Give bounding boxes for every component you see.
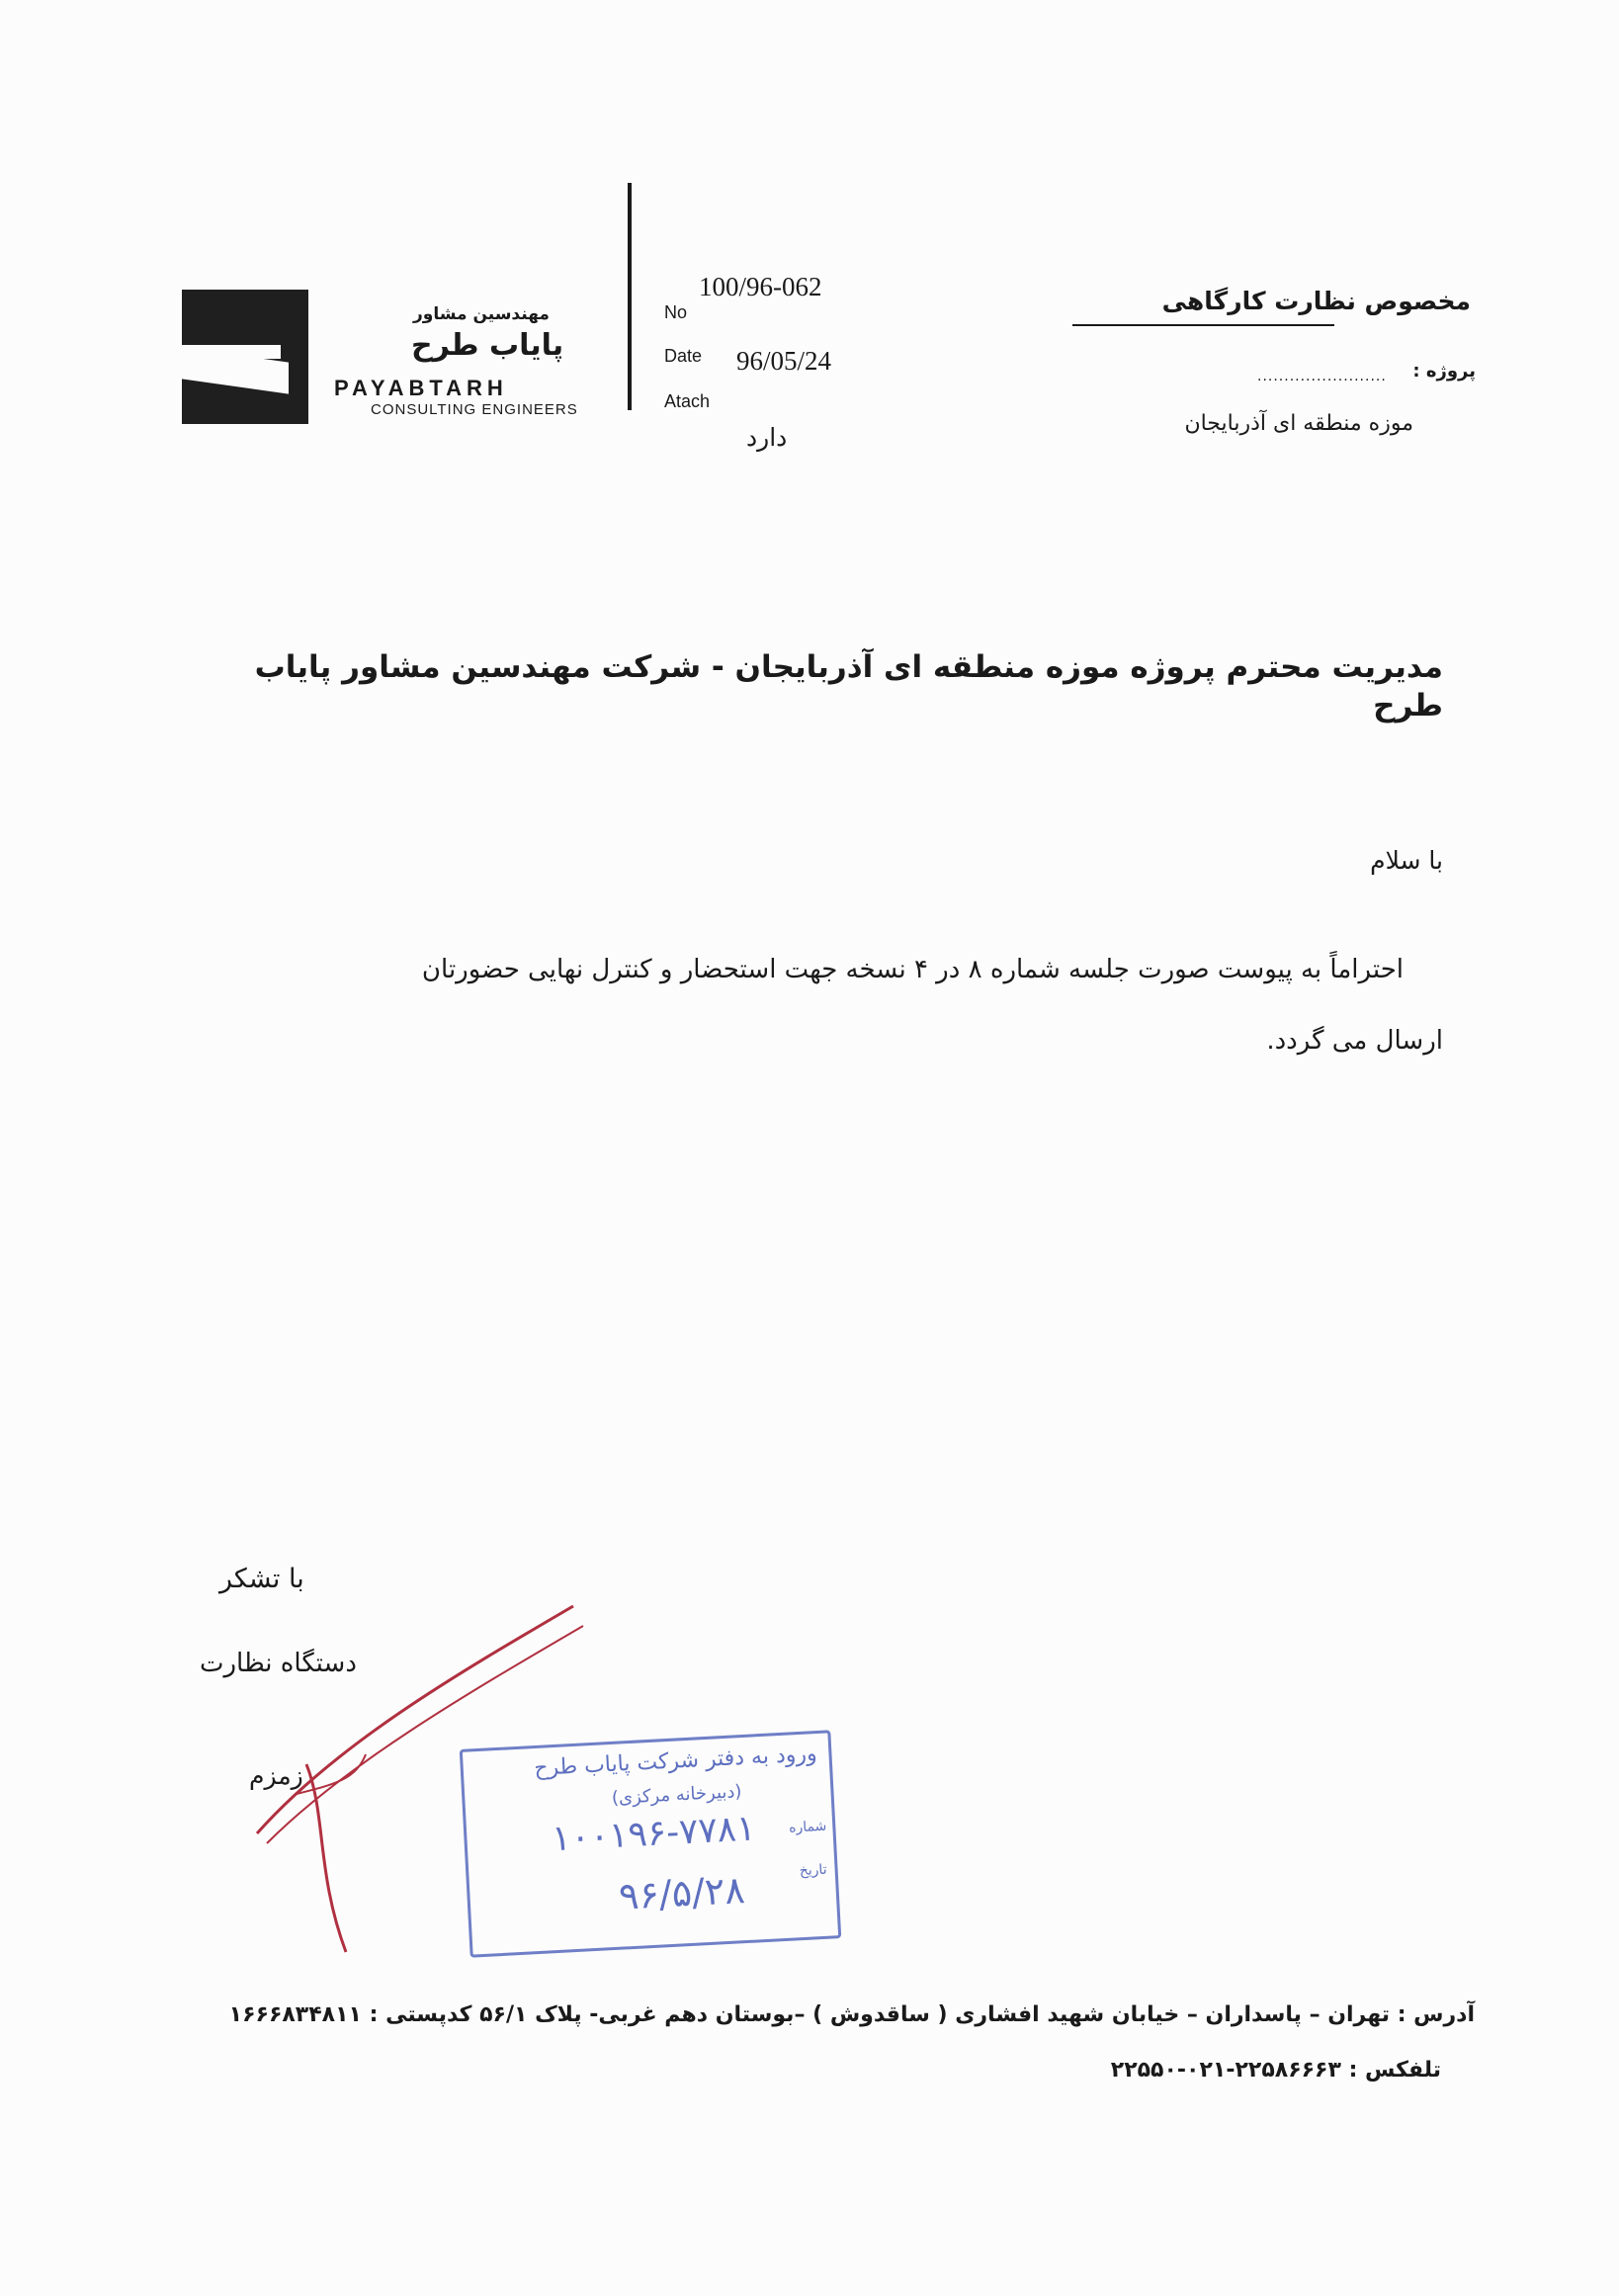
stamp-number-key: شماره — [788, 1818, 827, 1836]
body-paragraph-end: ارسال می گردد. — [1266, 1026, 1443, 1056]
body-paragraph: احتراماً به پیوست صورت جلسه شماره ۸ در ۴ نسخه جهت استحضار و کنترل نهایی حضورتان — [421, 955, 1404, 984]
stamp-number: ۱۰۰۱۹۶-۷۷۸۱ — [551, 1808, 757, 1860]
stamp-date: ۹۶/۵/۲۸ — [617, 1868, 746, 1918]
stamp-date-key: تاریخ — [799, 1861, 828, 1880]
signature-org: دستگاه نظارت — [200, 1649, 357, 1678]
number-value: 100/96-062 — [699, 272, 822, 301]
logo-subtitle-fa: مهندسین مشاور — [413, 304, 550, 324]
special-for-underline — [1072, 324, 1334, 326]
date-value: 96/05/24 — [736, 346, 832, 376]
logo-name-en: PAYABTARH — [334, 376, 508, 400]
logo-subtitle-en: CONSULTING ENGINEERS — [371, 401, 578, 418]
attachment-value: دارد — [746, 425, 788, 452]
closing-thanks: با تشکر — [219, 1564, 304, 1594]
header-divider — [628, 183, 632, 410]
project-value: موزه منطقه ای آذربایجان — [1184, 411, 1413, 436]
attachment-label: Atach — [664, 391, 711, 411]
received-stamp — [460, 1730, 842, 1957]
project-label: پروژه : — [1412, 361, 1476, 382]
stamp-line2: (دبیرخانه مرکزی) — [611, 1781, 742, 1809]
signature-name: زمزم — [249, 1761, 303, 1790]
logo-name-fa: پایاب طرح — [411, 328, 564, 363]
date-label: Date — [664, 346, 703, 366]
stamp-line1: ورود به دفتر شرکت پایاب طرح — [533, 1742, 818, 1782]
project-dots: ........................ — [1257, 369, 1387, 384]
footer-address: آدرس : تهران – پاسداران – خیابان شهید افشاری ( ساقدوش ) –بوستان دهم غربی- پلاک ۵۶/۱ کدپستی : ۱۶۶۶۸۳۴۸۱۱ — [228, 2002, 1475, 2027]
footer-telfax: تلفکس : ۲۲۵۸۶۶۶۳-۰۲۱-۲۲۵۵۰ — [1110, 2058, 1441, 2083]
company-logo-mark — [182, 290, 308, 424]
special-for-label: مخصوص نظارت کارگاهی — [1161, 287, 1471, 315]
number-label: No — [664, 302, 688, 322]
greeting: با سلام — [1370, 846, 1443, 875]
letter-title: مدیریت محترم پروژه موزه منطقه ای آذربایجان - شرکت مهندسین مشاور پایاب طرح — [254, 649, 1443, 723]
